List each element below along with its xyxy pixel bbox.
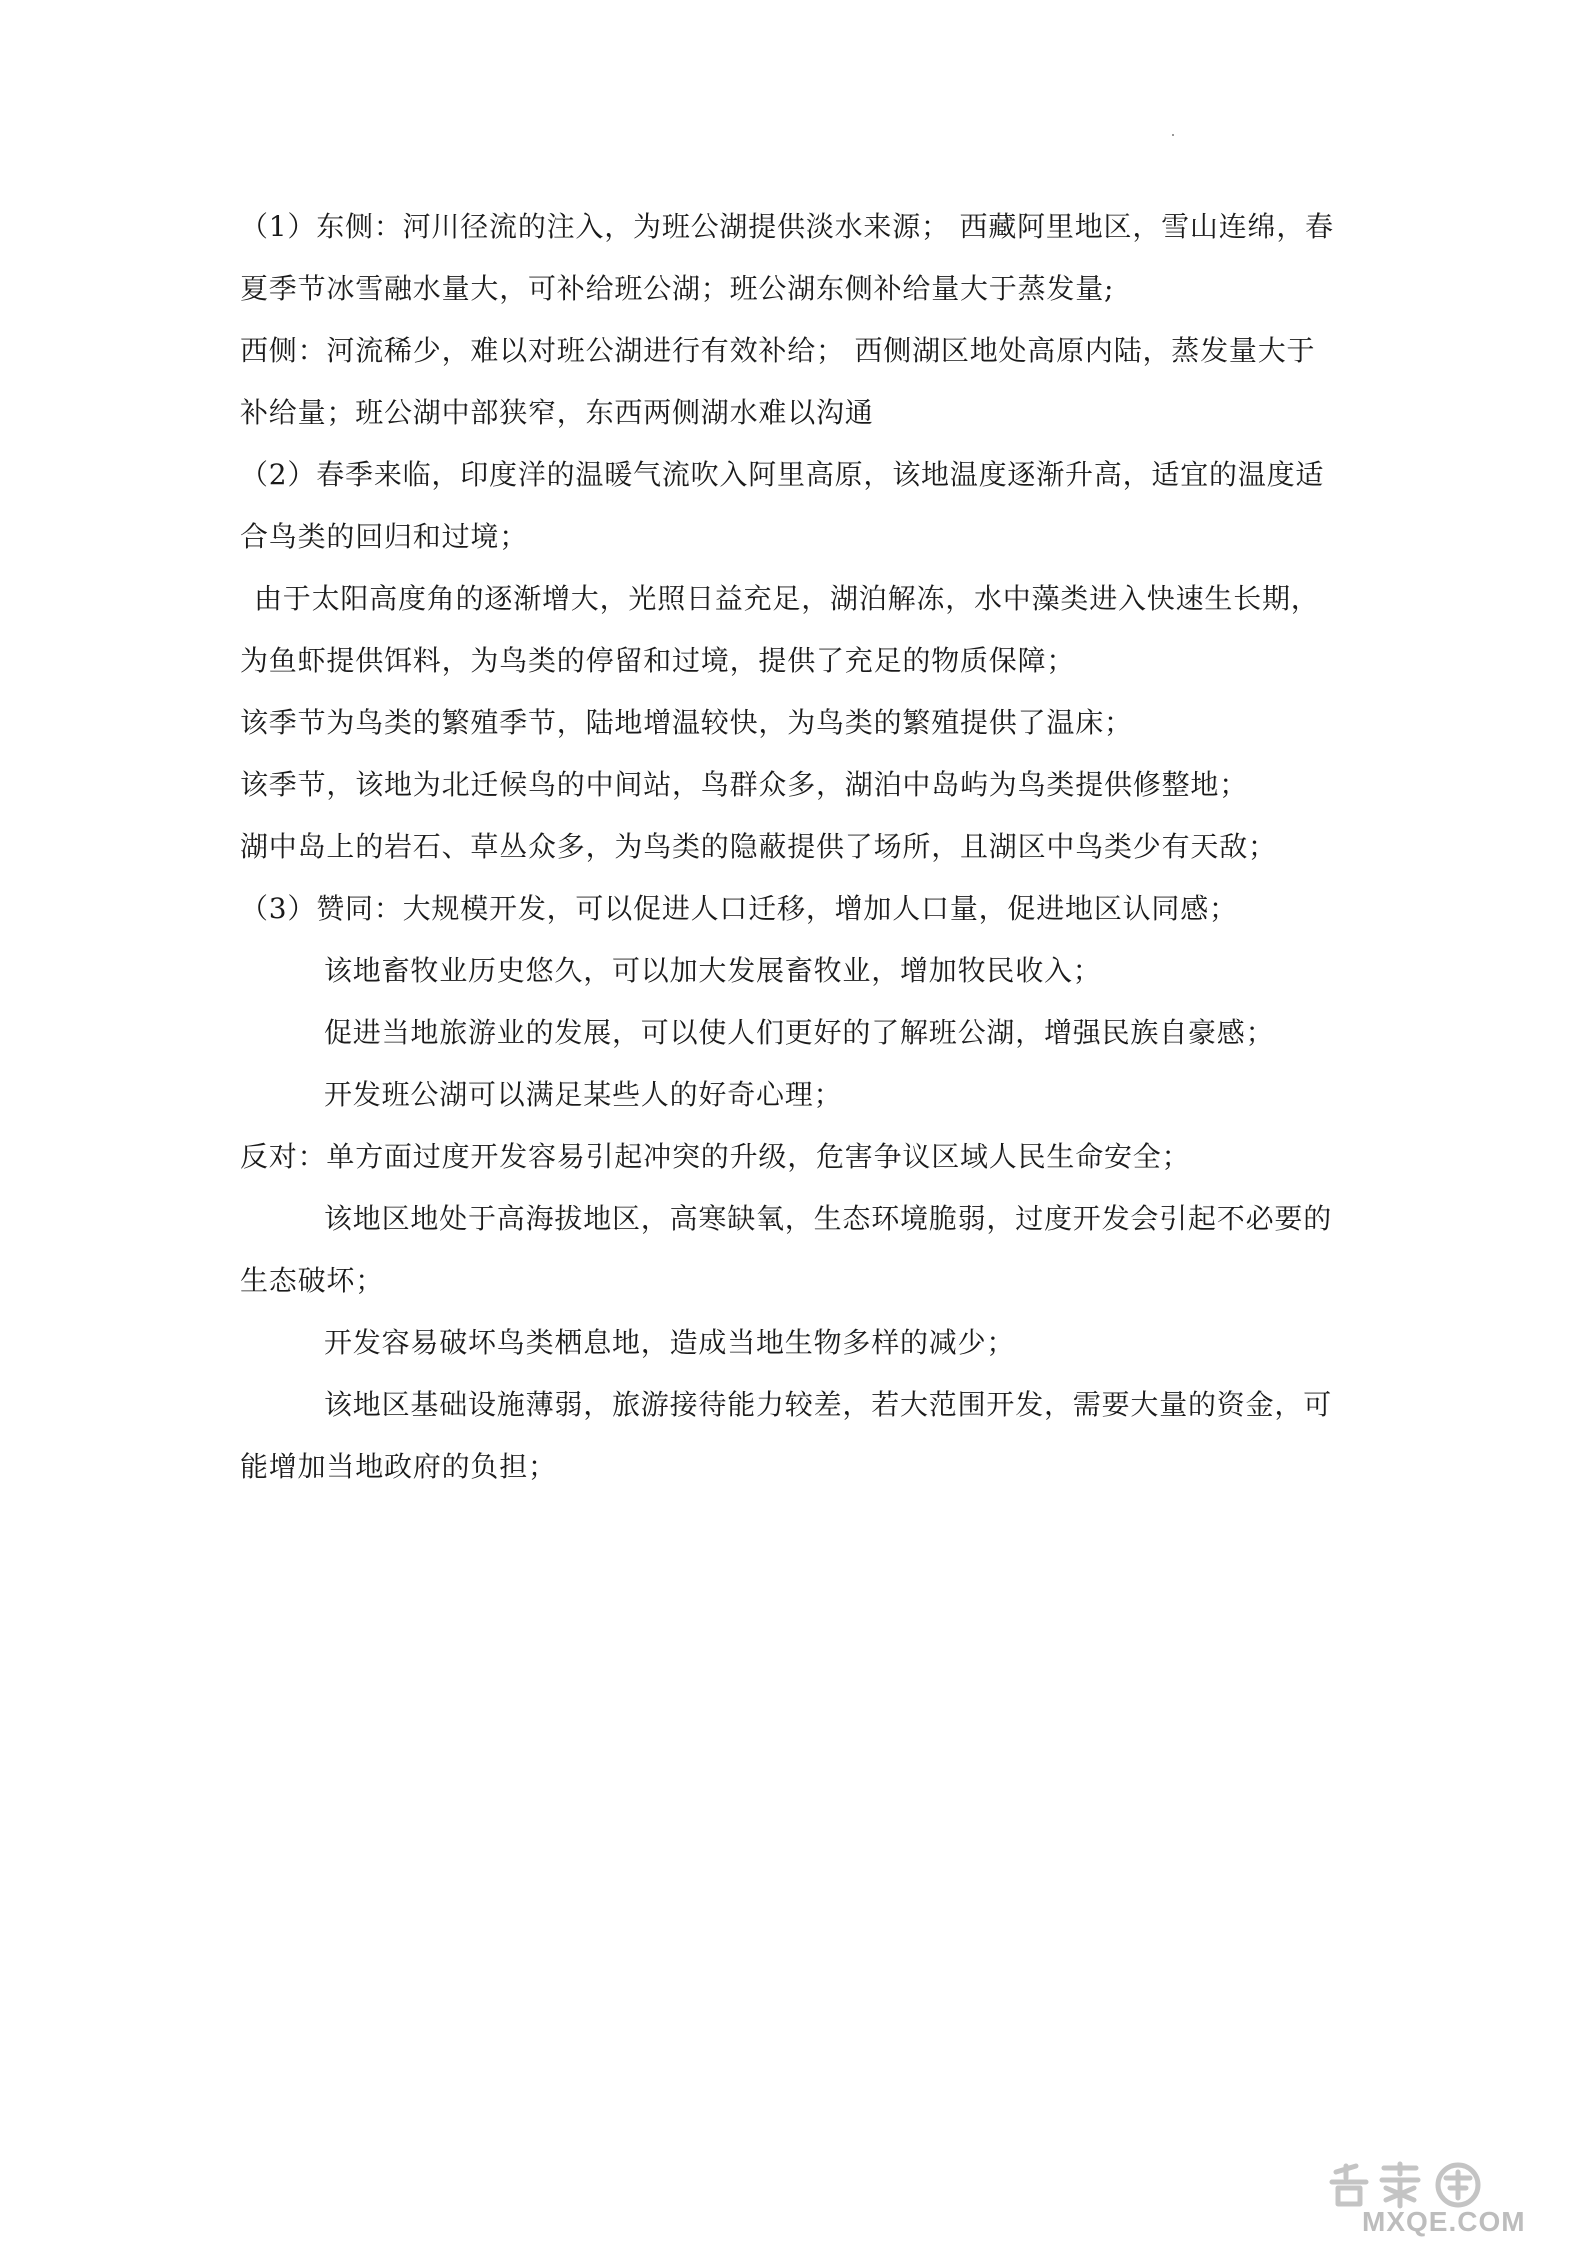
text-line: （2）春季来临，印度洋的温暖气流吹入阿里高原，该地温度逐渐升高，适宜的温度适 — [240, 458, 1325, 491]
watermark — [1326, 2160, 1556, 2240]
text-line: 反对：单方面过度开发容易引起冲突的升级，危害争议区域人民生命安全； — [240, 1140, 1191, 1173]
text-line: 湖中岛上的岩石、草丛众多，为鸟类的隐蔽提供了场所，且湖区中鸟类少有天敌； — [240, 830, 1277, 863]
watermark-site: MXQE.COM — [1362, 2206, 1526, 2237]
watermark-logo-icon — [1326, 2160, 1556, 2210]
text-line: 该地区基础设施薄弱，旅游接待能力较差，若大范围开发，需要大量的资金，可 — [324, 1388, 1333, 1421]
text-line: 促进当地旅游业的发展，可以使人们更好的了解班公湖，增强民族自豪感； — [324, 1016, 1275, 1049]
text-line: 该地区地处于高海拔地区，高寒缺氧，生态环境脆弱，过度开发会引起不必要的 — [324, 1202, 1333, 1235]
text-line: 夏季节冰雪融水量大，可补给班公湖；班公湖东侧补给量大于蒸发量; — [240, 272, 1115, 305]
text-line: 开发容易破坏鸟类栖息地，造成当地生物多样的减少； — [324, 1326, 1016, 1359]
answer-text — [240, 196, 1345, 1498]
text-line: 合鸟类的回归和过境； — [240, 520, 529, 553]
text-line: 该季节，该地为北迁候鸟的中间站，鸟群众多，湖泊中岛屿为鸟类提供修整地； — [240, 768, 1249, 801]
text-line: 西侧：河流稀少，难以对班公湖进行有效补给； 西侧湖区地处高原内陆，蒸发量大于 — [240, 334, 1316, 367]
text-line: 由于太阳高度角的逐渐增大，光照日益充足，湖泊解冻，水中藻类进入快速生长期， — [254, 582, 1320, 615]
scan-speck — [1172, 134, 1174, 136]
text-line: （3）赞同：大规模开发，可以促进人口迁移，增加人口量，促进地区认同感； — [240, 892, 1238, 925]
text-line: 能增加当地政府的负担； — [240, 1450, 557, 1483]
text-line: 为鱼虾提供饵料，为鸟类的停留和过境，提供了充足的物质保障； — [240, 644, 1076, 677]
text-line: 该季节为鸟类的繁殖季节，陆地增温较快，为鸟类的繁殖提供了温床； — [240, 706, 1133, 739]
text-line: 开发班公湖可以满足某些人的好奇心理； — [324, 1078, 843, 1111]
text-line: 该地畜牧业历史悠久，可以加大发展畜牧业，增加牧民收入； — [324, 954, 1102, 987]
text-line: （1）东侧：河川径流的注入，为班公湖提供淡水来源； 西藏阿里地区，雪山连绵，春 — [240, 210, 1334, 243]
text-line: 生态破坏； — [240, 1264, 385, 1297]
text-line: 补给量；班公湖中部狭窄，东西两侧湖水难以沟通 — [240, 396, 874, 429]
